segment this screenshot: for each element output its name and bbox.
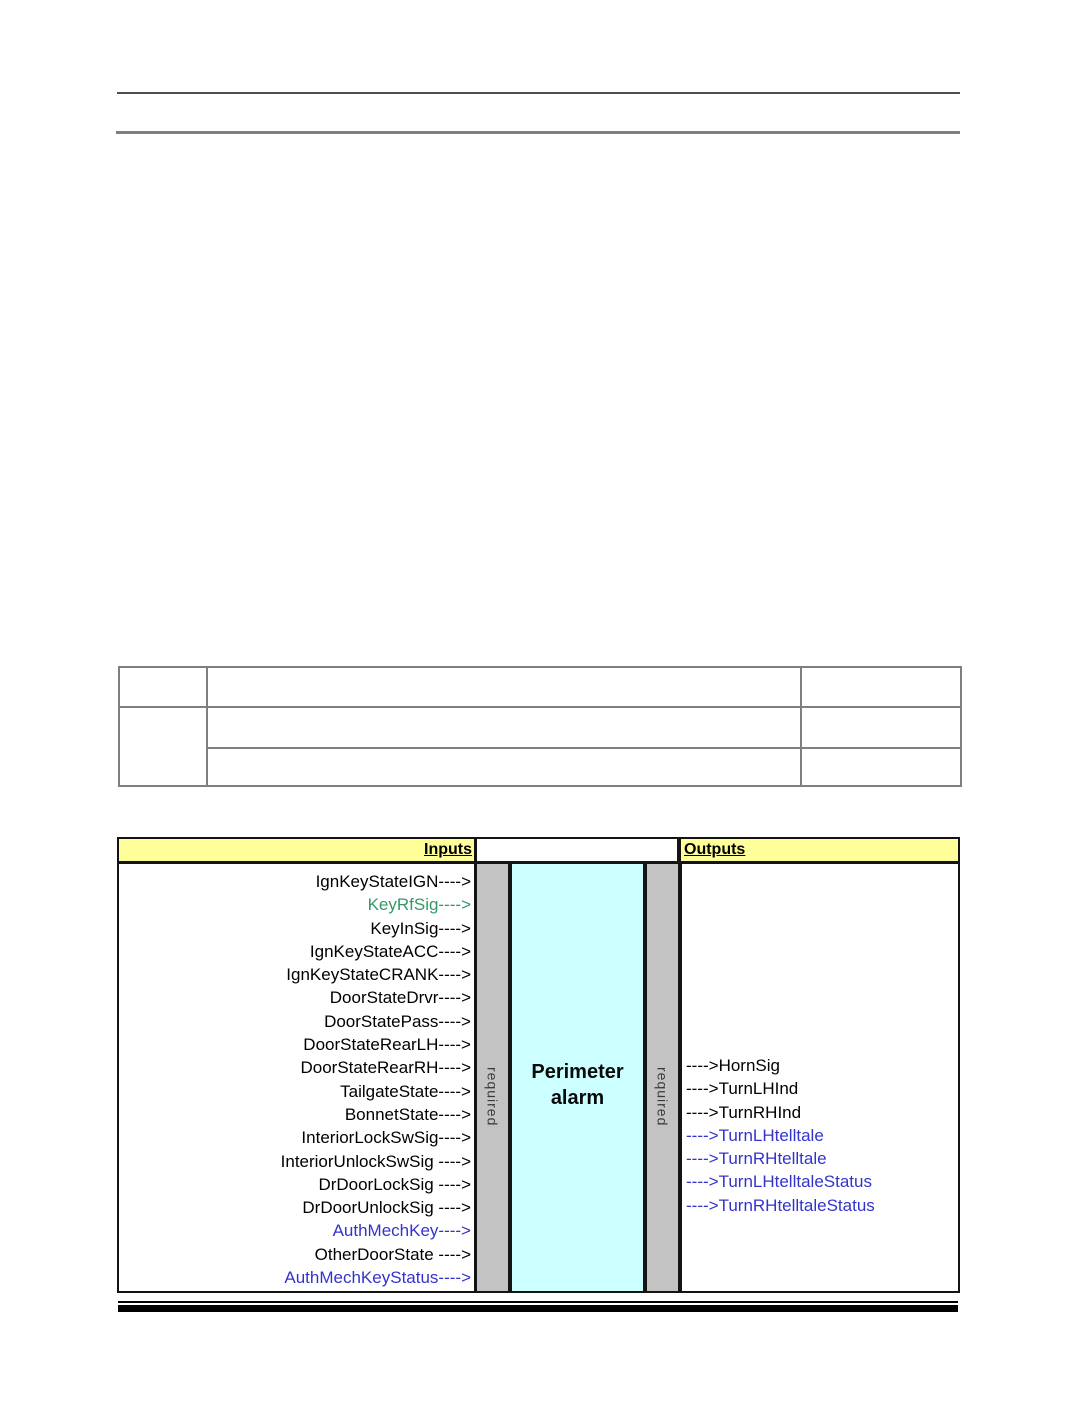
input-signal: IgnKeyStateIGN----> (315, 872, 471, 891)
input-signal: TailgateState----> (340, 1081, 471, 1101)
diagram-body (119, 864, 958, 1291)
diagram-header-row (119, 839, 958, 864)
header-gap-cell (477, 839, 681, 864)
input-signal: InteriorUnlockSwSig ----> (280, 1151, 471, 1171)
output-signal: ---->TurnRHInd (686, 1102, 802, 1122)
required-rail-left (477, 864, 508, 1291)
input-signal: InteriorLockSwSig----> (301, 1128, 471, 1148)
input-signal: DoorStateRearLH----> (303, 1035, 471, 1055)
table-cell (207, 707, 801, 748)
required-label-left: required (484, 1066, 501, 1127)
table-cell (207, 748, 801, 786)
input-signal: KeyInSig----> (370, 918, 471, 938)
input-signal: DoorStatePass----> (324, 1011, 471, 1031)
perimeter-alarm-block (508, 864, 647, 1291)
input-signal: OtherDoorState ----> (314, 1244, 471, 1264)
outputs-header-label: Outputs (681, 839, 958, 864)
table-cell (207, 667, 801, 707)
table-cell (801, 707, 961, 748)
required-label-right: required (654, 1066, 671, 1127)
input-signal: IgnKeyStateACC----> (309, 941, 471, 961)
input-signal: DrDoorLockSig ----> (318, 1174, 471, 1194)
top-header-rule-1 (117, 92, 960, 94)
table-cell (119, 667, 207, 707)
block-title (531, 1059, 623, 1111)
output-signal: ---->TurnLHtelltale (686, 1125, 824, 1145)
input-signal: IgnKeyStateCRANK----> (286, 965, 471, 985)
block-title-line2: alarm (550, 1086, 605, 1109)
inputs-header-label: Inputs (119, 839, 477, 864)
empty-summary-table (118, 666, 962, 787)
input-signal: DoorStateDrvr----> (329, 988, 471, 1008)
perimeter-alarm-block-diagram (117, 837, 960, 1293)
input-signal: AuthMechKey----> (332, 1221, 471, 1241)
required-rail-right (647, 864, 678, 1291)
output-signal: ---->TurnRHtelltale (686, 1149, 827, 1169)
table-cell (801, 667, 961, 707)
output-signal-list (678, 864, 958, 1291)
output-signal: ---->TurnLHInd (686, 1079, 799, 1099)
input-signal: DrDoorUnlockSig ----> (302, 1198, 471, 1218)
table-cell (801, 748, 961, 786)
output-signal: ---->TurnLHtelltaleStatus (686, 1172, 872, 1192)
input-signal: AuthMechKeyStatus----> (284, 1268, 471, 1288)
table-cell-merged (119, 707, 207, 786)
block-title-line1: Perimeter (531, 1060, 624, 1083)
output-signal: ---->TurnRHtelltaleStatus (686, 1195, 875, 1215)
top-header-rule-2 (116, 131, 960, 134)
input-signal: BonnetState----> (344, 1104, 471, 1124)
footer-rule-thin (118, 1301, 958, 1303)
input-signal: DoorStateRearRH----> (300, 1058, 471, 1078)
output-signal: ---->HornSig (686, 1056, 780, 1075)
input-signal: KeyRfSig----> (367, 895, 471, 915)
footer-rule-thick (118, 1305, 958, 1312)
input-signal-list (119, 864, 477, 1291)
